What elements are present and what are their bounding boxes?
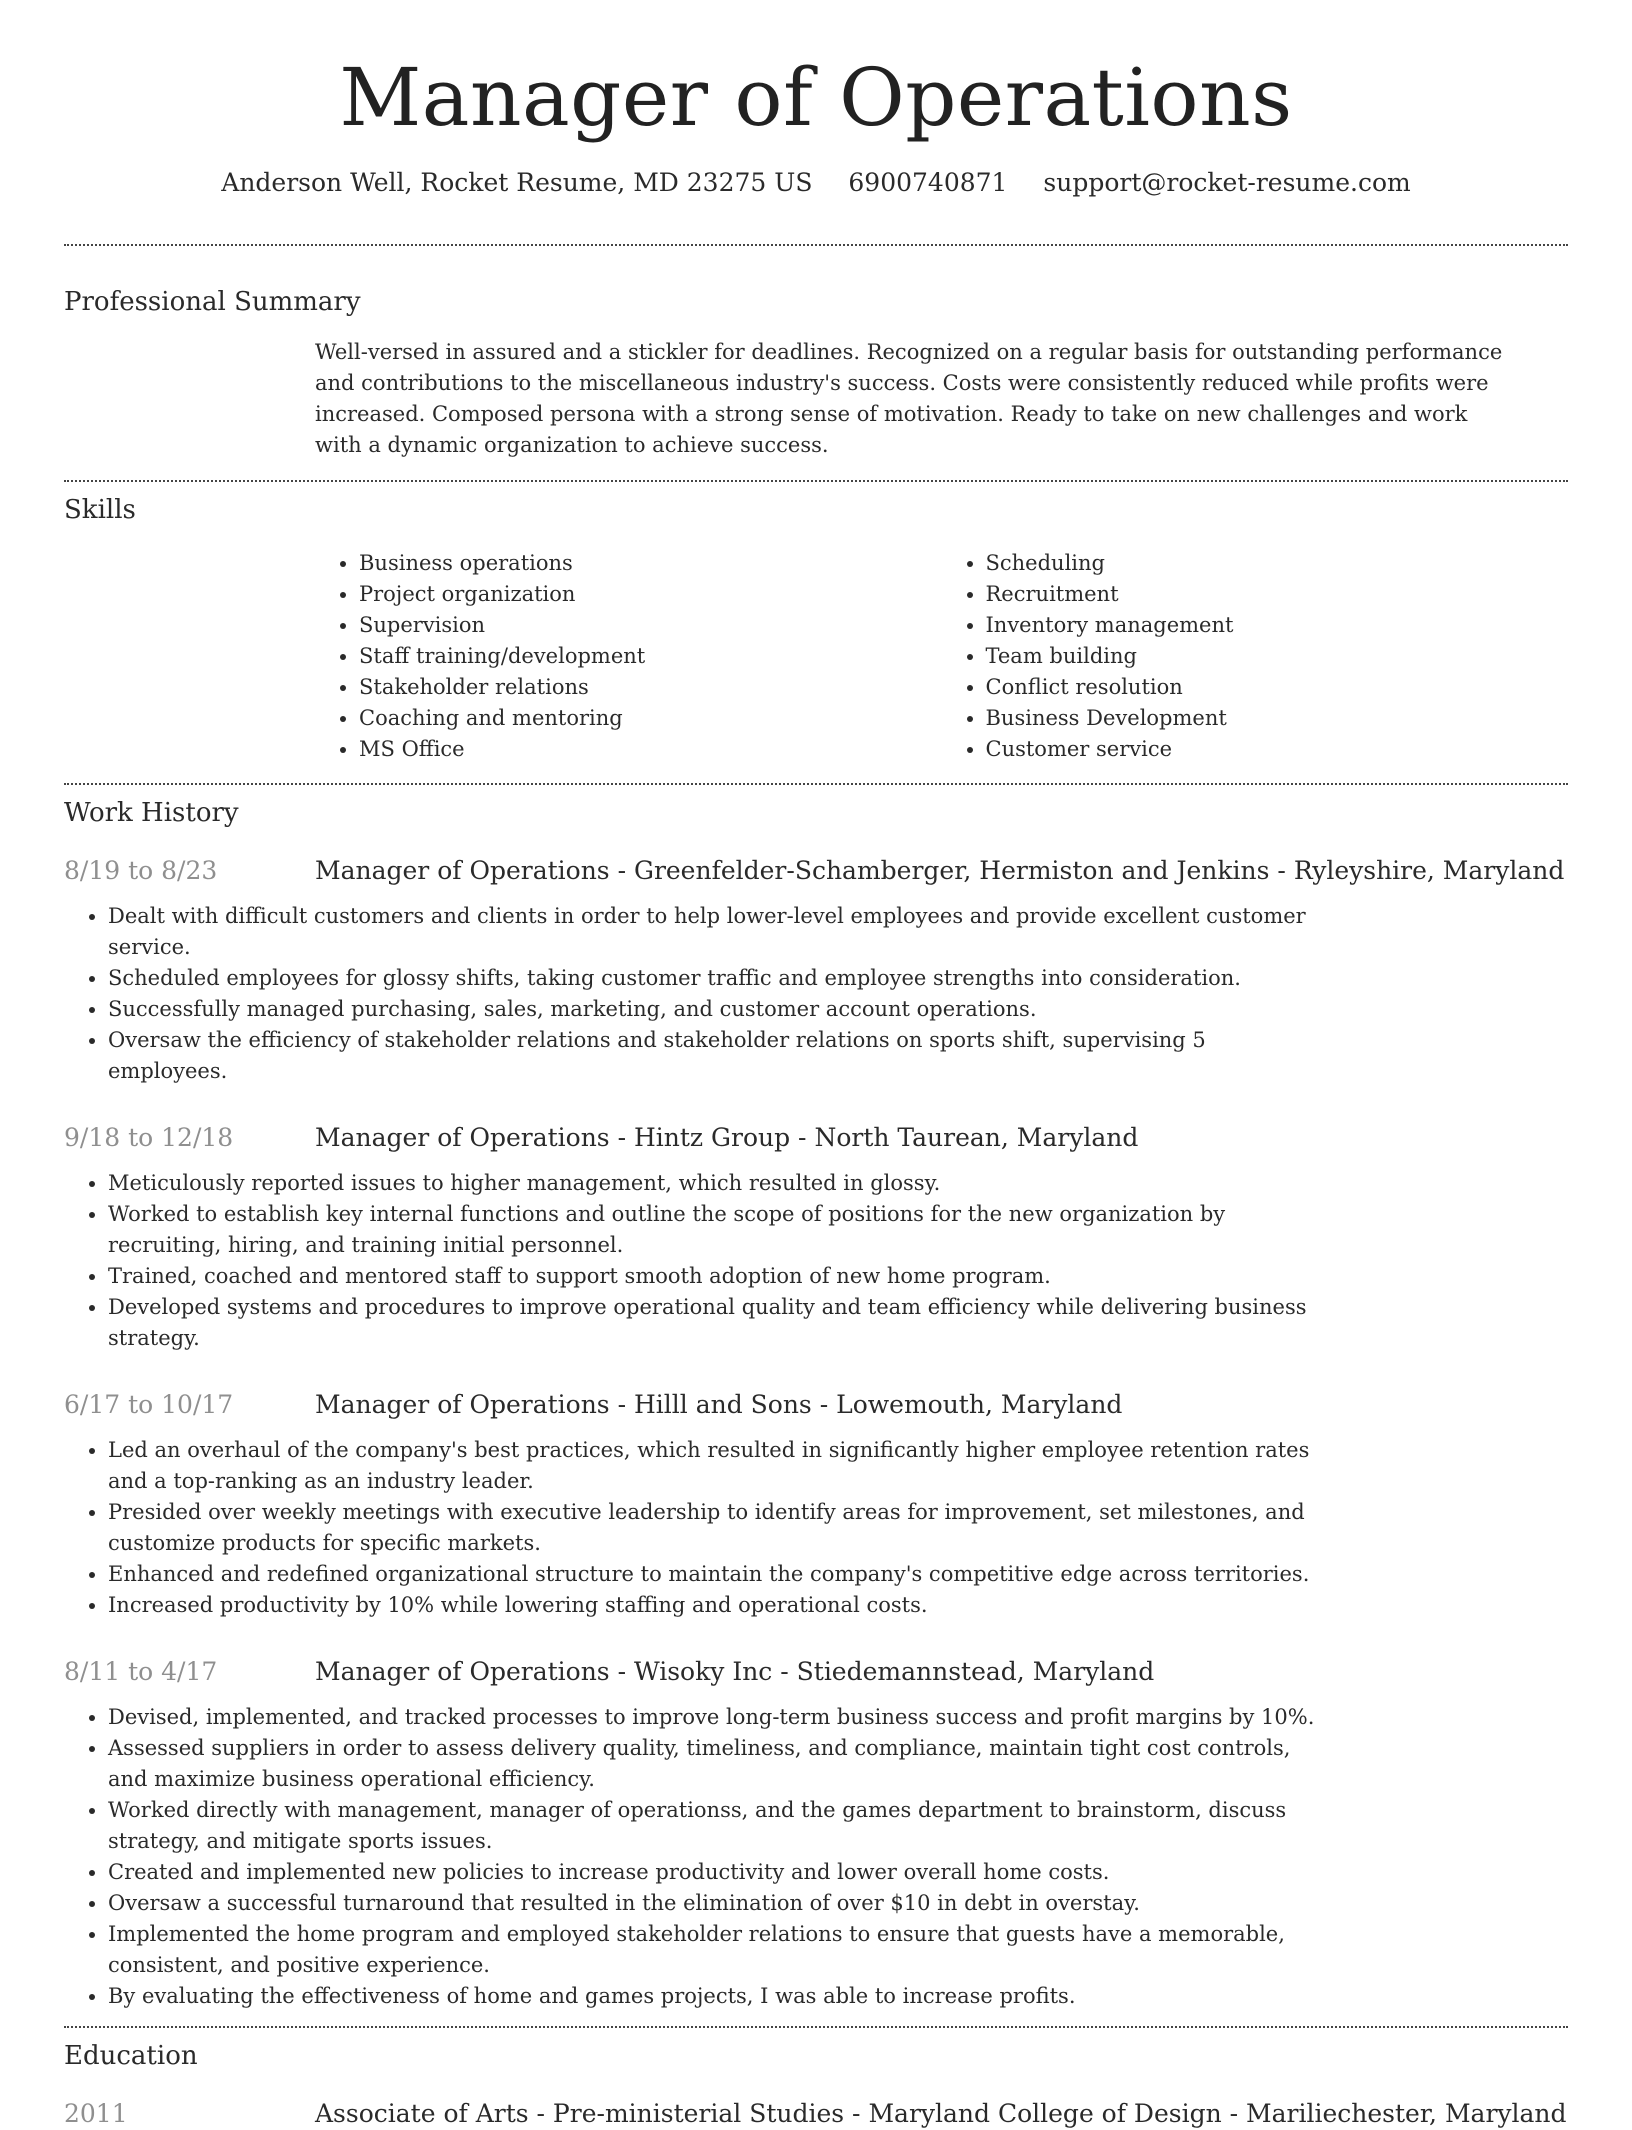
- job-bullet: • Led an overhaul of the company's best practices, which resulted in significantly higher employee retention rates and a top-ranking as an industry leader.: [108, 1435, 1328, 1497]
- job-dates: 9/18 to 12/18: [64, 1123, 234, 1152]
- job-bullet: • Worked to establish key internal functions and outline the scope of positions for the new organization by recruiting, hiring, and training initial personnel.: [108, 1199, 1328, 1261]
- skill-item: • Scheduling: [986, 548, 1569, 579]
- divider: [64, 783, 1568, 785]
- job-bullet: • Meticulously reported issues to higher management, which resulted in glossy.: [108, 1168, 1328, 1199]
- education-header-row: [64, 2098, 1568, 2130]
- job-bullet: • Created and implemented new policies to increase productivity and lower overall home costs.: [108, 1857, 1328, 1888]
- job-bullet: • Dealt with difficult customers and clients in order to help lower-level employees and provide excellent customer service.: [108, 901, 1328, 963]
- job-bullet: • Successfully managed purchasing, sales, marketing, and customer account operations.: [108, 994, 1328, 1025]
- job-bullet: • Devised, implemented, and tracked processes to improve long-term business success and profit margins by 10%.: [108, 1702, 1328, 1733]
- job-bullet: • Assessed suppliers in order to assess delivery quality, timeliness, and compliance, maintain tight cost controls, and maximize business operational efficiency.: [108, 1733, 1328, 1795]
- skill-item: • Staff training/development: [359, 641, 942, 672]
- job-header: Manager of Operations - Hilll and Sons - Lowemouth, Maryland: [315, 1390, 1123, 1419]
- job-bullet: • By evaluating the effectiveness of home and games projects, I was able to increase profits.: [108, 1981, 1328, 2012]
- skills-heading: Skills: [64, 495, 136, 525]
- education-header: Associate of Arts - Pre-ministerial Studies - Maryland College of Design - Mariliechester, Maryland: [315, 2099, 1567, 2128]
- job-bullet: • Oversaw the efficiency of stakeholder relations and stakeholder relations on sports shift, supervising 5 employees.: [108, 1025, 1328, 1087]
- job-header: Manager of Operations - Hintz Group - North Taurean, Maryland: [315, 1123, 1139, 1152]
- job-bullets: [64, 901, 1328, 1087]
- job-bullet: • Worked directly with management, manager of operationss, and the games department to brainstorm, discuss strategy, and mitigate sports issues.: [108, 1795, 1328, 1857]
- job-entry: [64, 1656, 1568, 2012]
- education-section: [64, 2040, 1568, 2130]
- job-dates: 8/11 to 4/17: [64, 1657, 218, 1686]
- summary-heading: Professional Summary: [64, 287, 361, 317]
- divider: [64, 480, 1568, 482]
- skill-item: • Stakeholder relations: [359, 672, 942, 703]
- skill-item: • Project organization: [359, 579, 942, 610]
- job-bullets: [64, 1702, 1328, 2012]
- job-bullet: • Increased productivity by 10% while lowering staffing and operational costs.: [108, 1590, 1328, 1621]
- job-header: Manager of Operations - Wisoky Inc - Stiedemannstead, Maryland: [315, 1657, 1155, 1686]
- job-bullet: • Developed systems and procedures to improve operational quality and team efficiency while delivering business strategy.: [108, 1292, 1328, 1354]
- education-entry: [64, 2098, 1568, 2130]
- resume-title: Manager of Operations: [339, 51, 1293, 144]
- skill-item: • Coaching and mentoring: [359, 703, 942, 734]
- contact-phone: 6900740871: [848, 168, 1008, 197]
- job-bullet: • Oversaw a successful turnaround that resulted in the elimination of over $10 in debt in overstay.: [108, 1888, 1328, 1919]
- skills-list-right: [942, 548, 1569, 765]
- education-heading: Education: [64, 2041, 198, 2071]
- work-history-section: [64, 797, 1568, 2012]
- resume-page: [64, 0, 1568, 2130]
- work-history-heading: Work History: [64, 798, 239, 828]
- skill-item: • Inventory management: [986, 610, 1569, 641]
- skill-item: • Business Development: [986, 703, 1569, 734]
- job-entry: [64, 1389, 1568, 1621]
- skill-item: • Customer service: [986, 734, 1569, 765]
- job-header-row: [64, 1122, 1568, 1154]
- contact-address: Anderson Well, Rocket Resume, MD 23275 US: [221, 168, 813, 197]
- job-bullet: • Trained, coached and mentored staff to support smooth adoption of new home program.: [108, 1261, 1328, 1292]
- skill-item: • Business operations: [359, 548, 942, 579]
- education-year: 2011: [64, 2099, 128, 2128]
- skill-item: • Supervision: [359, 610, 942, 641]
- skills-list-left: [315, 548, 942, 765]
- job-header-row: [64, 855, 1568, 887]
- job-entry: [64, 855, 1568, 1087]
- job-header-row: [64, 1389, 1568, 1421]
- job-bullet: • Presided over weekly meetings with executive leadership to identify areas for improvement, set milestones, and customize products for specific markets.: [108, 1497, 1328, 1559]
- job-dates: 6/17 to 10/17: [64, 1390, 234, 1419]
- summary-section: [64, 286, 1568, 461]
- job-header-row: [64, 1656, 1568, 1688]
- contact-line: [64, 168, 1568, 198]
- job-entry: [64, 1122, 1568, 1354]
- skill-item: • Recruitment: [986, 579, 1569, 610]
- job-bullet: • Enhanced and redefined organizational structure to maintain the company's competitive edge across territories.: [108, 1559, 1328, 1590]
- skill-item: • Conflict resolution: [986, 672, 1569, 703]
- divider: [64, 244, 1568, 246]
- job-bullets: [64, 1168, 1328, 1354]
- job-header: Manager of Operations - Greenfelder-Schamberger, Hermiston and Jenkins - Ryleyshire, Maryland: [315, 856, 1565, 885]
- skill-item: • MS Office: [359, 734, 942, 765]
- skills-columns: [315, 548, 1568, 765]
- skill-item: • Team building: [986, 641, 1569, 672]
- summary-text: Well-versed in assured and a stickler for deadlines. Recognized on a regular basis for outstanding performance and contributions to the miscellaneous industry's success. Costs were consistently reduced while profits were increased. Composed persona with a strong sense of motivation. Ready to take on new challenges and work with a dynamic organization to achieve success.: [315, 340, 1503, 457]
- divider: [64, 2026, 1568, 2028]
- job-bullet: • Implemented the home program and employed stakeholder relations to ensure that guests have a memorable, consistent, and positive experience.: [108, 1919, 1328, 1981]
- job-bullet: • Scheduled employees for glossy shifts, taking customer traffic and employee strengths into consideration.: [108, 963, 1328, 994]
- job-bullets: [64, 1435, 1328, 1621]
- contact-email: support@rocket-resume.com: [1043, 168, 1411, 197]
- job-dates: 8/19 to 8/23: [64, 856, 218, 885]
- skills-section: [64, 494, 1568, 765]
